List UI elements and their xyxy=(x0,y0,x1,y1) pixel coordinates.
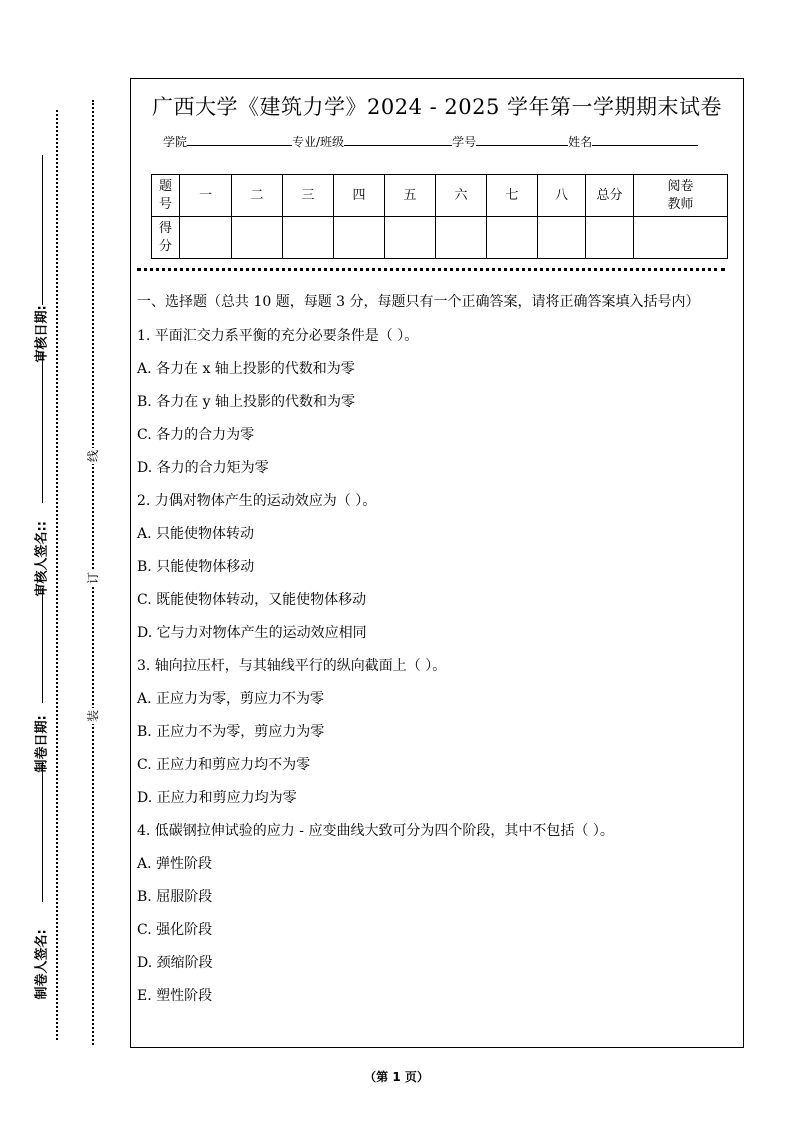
score-table-reviewer-header: 阅卷 教师 xyxy=(634,175,728,217)
score-table-column-header: 三 xyxy=(283,175,334,217)
reviewer-cell[interactable] xyxy=(634,217,728,259)
option-item: B. 正应力不为零，剪应力为零 xyxy=(137,724,325,740)
college-field[interactable] xyxy=(187,133,292,146)
score-table-column-header: 五 xyxy=(385,175,436,217)
score-table-column-header: 六 xyxy=(436,175,487,217)
score-table-column-header: 总分 xyxy=(586,175,634,217)
score-cell[interactable] xyxy=(180,217,232,259)
option-item: A. 弹性阶段 xyxy=(137,856,213,872)
page-title: 广西大学《建筑力学》2024 - 2025 学年第一学期期末试卷 xyxy=(151,95,722,119)
option-item: B. 屈服阶段 xyxy=(137,889,213,905)
student-info-row xyxy=(163,133,698,150)
student-id-label: 学号 xyxy=(452,135,477,149)
reviewer-signature-label: 审核人签名:: xyxy=(34,521,50,597)
question-stem: 2. 力偶对物体产生的运动效应为（ ）。 xyxy=(137,493,377,509)
option-item: A. 正应力为零，剪应力不为零 xyxy=(137,691,325,707)
question-stem: 4. 低碳钢拉伸试验的应力 - 应变曲线大致可分为四个阶段，其中不包括（ ）。 xyxy=(137,823,614,839)
name-label: 姓名 xyxy=(568,135,593,149)
option-item: A. 各力在 x 轴上投影的代数和为零 xyxy=(137,361,355,377)
major-label: 专业/班级 xyxy=(292,135,345,149)
page-number: （第 1 页） xyxy=(364,1070,429,1084)
option-item: A. 只能使物体转动 xyxy=(137,526,255,542)
major-field[interactable] xyxy=(344,133,452,146)
score-table xyxy=(151,174,728,259)
binding-char-zhuang: 装 xyxy=(86,710,100,723)
binding-char-ding: 订 xyxy=(86,572,100,585)
score-table-header-cell: 得 分 xyxy=(152,217,180,259)
exam-frame xyxy=(130,78,744,1048)
signature-line xyxy=(42,588,43,703)
signature-line xyxy=(42,353,43,503)
score-table-column-header: 八 xyxy=(538,175,586,217)
review-date-label: 审核日期: xyxy=(34,305,50,363)
dotted-separator xyxy=(137,268,725,271)
score-cell[interactable] xyxy=(538,217,586,259)
option-item: D. 各力的合力矩为零 xyxy=(137,460,269,476)
signature-line xyxy=(42,155,43,305)
option-item: C. 强化阶段 xyxy=(137,922,213,938)
score-cell[interactable] xyxy=(283,217,334,259)
student-id-field[interactable] xyxy=(476,133,568,146)
score-table-column-header: 一 xyxy=(180,175,232,217)
option-item: B. 各力在 y 轴上投影的代数和为零 xyxy=(137,394,355,410)
signature-line xyxy=(42,762,43,902)
option-item: D. 颈缩阶段 xyxy=(137,955,213,971)
section-heading: 一、选择题（总共 10 题，每题 3 分，每题只有一个正确答案，请将正确答案填入括号内） xyxy=(137,294,700,310)
option-item: C. 正应力和剪应力均不为零 xyxy=(137,757,311,773)
score-cell[interactable] xyxy=(436,217,487,259)
make-date-label: 制卷日期: xyxy=(34,715,50,773)
binding-dotted-line xyxy=(56,110,58,1040)
score-cell[interactable] xyxy=(385,217,436,259)
option-item: C. 既能使物体转动，又能使物体移动 xyxy=(137,592,367,608)
question-stem: 1. 平面汇交力系平衡的充分必要条件是（ ）。 xyxy=(137,328,419,344)
score-cell[interactable] xyxy=(586,217,634,259)
question-stem: 3. 轴向拉压杆，与其轴线平行的纵向截面上（ ）。 xyxy=(137,658,447,674)
option-item: D. 它与力对物体产生的运动效应相同 xyxy=(137,625,367,641)
name-field[interactable] xyxy=(592,133,698,146)
binding-char-xian: 线 xyxy=(86,450,100,463)
score-table-column-header: 四 xyxy=(334,175,385,217)
question-section xyxy=(137,291,727,1013)
score-cell[interactable] xyxy=(334,217,385,259)
option-item: D. 正应力和剪应力均为零 xyxy=(137,790,297,806)
college-label: 学院 xyxy=(163,135,188,149)
score-table-column-header: 七 xyxy=(487,175,538,217)
option-item: E. 塑性阶段 xyxy=(137,988,213,1004)
option-item: C. 各力的合力为零 xyxy=(137,427,255,443)
score-cell[interactable] xyxy=(232,217,283,259)
maker-signature-label: 制卷人签名: xyxy=(34,929,50,1000)
score-table-column-header: 二 xyxy=(232,175,283,217)
score-cell[interactable] xyxy=(487,217,538,259)
score-table-header-cell: 题 号 xyxy=(152,175,180,217)
option-item: B. 只能使物体移动 xyxy=(137,559,255,575)
